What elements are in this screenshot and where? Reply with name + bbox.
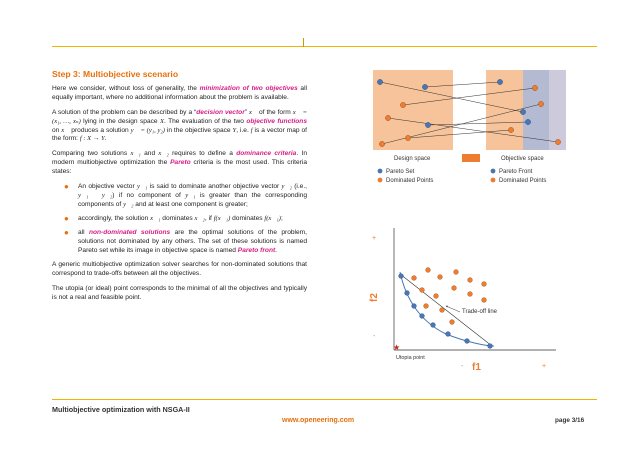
math: x⃗ = (x₁, …, xₙ): [52, 108, 308, 125]
footer-title: Multiobjective optimization with NSGA-II: [52, 405, 190, 414]
highlight: non-dominated solutions: [88, 228, 171, 236]
text: Comparing two solutions: [52, 150, 131, 158]
text: (i.e.,: [291, 183, 308, 191]
pareto-front-point: [446, 332, 451, 337]
math: x⃗₂: [194, 214, 205, 222]
math: x⃗: [61, 126, 70, 134]
pareto-set-point: [422, 84, 427, 89]
text: requires to define a: [168, 150, 237, 158]
text: ”: [244, 108, 249, 116]
dominated-point: [468, 278, 473, 283]
text: and: [140, 150, 159, 158]
legend-pareto-set-icon: [378, 169, 383, 174]
text-column: [52, 58, 307, 309]
dominated-point: [450, 320, 455, 325]
utopia-star-icon: ★: [393, 343, 401, 352]
dominated-point: [468, 292, 473, 297]
pareto-front-point: [520, 109, 525, 114]
dominated-point: [508, 127, 513, 132]
paragraph-dominance: [52, 150, 307, 177]
pareto-front-point: [488, 344, 493, 349]
dominated-point: [405, 135, 410, 140]
math: f: [250, 126, 253, 134]
pareto-front-point: [431, 323, 436, 328]
math: f(x⃗₁): [213, 214, 231, 222]
text: Here we consider, without loss of generality, the: [52, 84, 200, 92]
math: x⃗: [248, 108, 258, 116]
pareto-front-point: [525, 119, 530, 124]
trade-off-pointer: [446, 306, 460, 312]
math: y⃗₂: [123, 200, 134, 208]
paragraph-decision-vector: [52, 109, 307, 145]
legend-pareto-set: Pareto Set: [386, 169, 415, 175]
legend-pareto-front: Pareto Front: [499, 169, 533, 175]
pareto-front-point: [405, 291, 410, 296]
trade-off-label: Trade-off line: [462, 309, 498, 315]
text: ) if no component of: [112, 191, 186, 199]
legend-dominated-points: Dominated Points: [499, 178, 547, 184]
pareto-front-point: [465, 339, 470, 344]
dominated-point: [434, 294, 439, 299]
dominated-point: [426, 268, 431, 273]
dominated-point: [420, 288, 425, 293]
text: and at least one component is greater;: [133, 200, 248, 208]
text: produces a solution: [69, 126, 131, 134]
dominated-point: [385, 115, 390, 120]
text: .: [275, 246, 278, 254]
utopia-label: Utopia point: [396, 355, 425, 361]
math: f(x⃗₁): [264, 214, 281, 222]
dominated-point: [538, 101, 543, 106]
paragraph-intro: [52, 85, 307, 103]
text: .: [104, 135, 107, 143]
arrow-icon: [462, 154, 480, 162]
math: X: [159, 117, 164, 125]
text: . In modern multiobjective optimization the: [52, 150, 307, 167]
footer-rule: [52, 399, 597, 400]
math: y⃗ = (y₁, y₂): [130, 126, 165, 134]
text: all: [78, 228, 89, 236]
y-axis-label: f2: [369, 293, 380, 302]
legend-dominated-icon: [491, 178, 496, 183]
text: , if: [204, 214, 214, 222]
text: A solution of the problem can be described by a “: [52, 108, 197, 116]
text: . The evaluation of the two: [164, 117, 247, 125]
math: y⃗₂: [281, 183, 292, 191]
dominated-point: [400, 102, 405, 107]
dominated-point: [379, 141, 384, 146]
text: An objective vector: [78, 183, 137, 191]
mapping-figure: [368, 60, 568, 210]
dominated-point: [440, 308, 445, 313]
text: of the form: [257, 108, 293, 116]
text: are the optimal solutions of the problem, solutions not dominated by any others. The set of these solutions is named Pareto set while its image in objective space is named: [78, 228, 307, 254]
design-space-label: Design space: [394, 156, 431, 162]
text: in the objective space: [164, 126, 233, 134]
text: criteria is the most used. This criteria states:: [52, 159, 308, 176]
pareto-front-point: [420, 314, 425, 319]
math: y⃗₁: [136, 183, 148, 191]
x-minus-sign: -: [461, 363, 464, 370]
highlight: Pareto: [170, 159, 191, 167]
header-tick: [303, 38, 304, 47]
pareto-front-figure: [366, 210, 566, 380]
dominated-point: [454, 270, 459, 275]
dominated-point: [412, 276, 417, 281]
math: x⃗₁: [150, 214, 161, 222]
text: ;: [280, 214, 283, 222]
footer-link[interactable]: www.openeering.com: [282, 417, 355, 424]
text: accordingly, the solution: [78, 214, 151, 222]
text: all equally important, where no additional information about the problem is available.: [52, 84, 307, 101]
dominated-point: [452, 286, 457, 291]
criteria-list: [52, 183, 307, 255]
dominated-point: [555, 139, 560, 144]
x-axis-label: f1: [472, 362, 481, 373]
highlight: objective functions: [246, 117, 307, 125]
y-plus-sign: +: [372, 235, 377, 242]
text: dominates: [230, 214, 265, 222]
legend-pareto-front-icon: [491, 169, 496, 174]
math: Y: [232, 126, 237, 134]
design-space-panel: [373, 70, 453, 150]
paragraph-utopia: The utopia (or ideal) point corresponds to the minimal of all the objectives and typically is not a real and feasible point.: [52, 285, 307, 302]
dominated-point: [482, 282, 487, 287]
bullet-icon: ●: [64, 227, 69, 237]
highlight: minimization of two objectives: [199, 84, 298, 92]
bullet-icon: ●: [64, 182, 69, 192]
page-number: page 3/16: [555, 417, 585, 424]
math: x⃗₂: [158, 150, 169, 158]
highlight: Pareto front: [237, 246, 276, 254]
pareto-front-point: [412, 304, 417, 309]
legend-dominated-points: Dominated Points: [386, 178, 434, 184]
section-heading: Step 3: Multiobjective scenario: [52, 69, 179, 79]
highlight: decision vector: [196, 108, 245, 116]
dominated-point: [532, 85, 537, 90]
y-minus-sign: -: [373, 333, 376, 340]
objective-front-band: [549, 70, 566, 150]
text: , i.e.: [236, 126, 251, 134]
list-item: [64, 227, 307, 256]
math: x⃗₁: [130, 150, 141, 158]
x-plus-sign: +: [542, 363, 547, 370]
text: dominates: [160, 214, 195, 222]
math: f : X → Y: [79, 135, 105, 143]
math: y⃗₁: [185, 191, 196, 199]
math: y⃗₁ ≺ y⃗₂: [78, 191, 113, 199]
pareto-front-point: [399, 274, 404, 279]
dominated-point: [424, 304, 429, 309]
dominated-point: [438, 275, 443, 280]
highlight: dominance criteria: [236, 150, 297, 158]
text: lying in the design space: [80, 117, 160, 125]
pareto-set-point: [425, 122, 430, 127]
pareto-front-point: [497, 79, 502, 84]
text: is said to dominate another objective vector: [147, 183, 282, 191]
list-item: [64, 182, 308, 210]
dominated-point: [482, 298, 487, 303]
pareto-set-point: [377, 79, 382, 84]
header-rule: [52, 46, 597, 47]
bullet-icon: ●: [64, 213, 69, 223]
text: is a vector map of the form:: [52, 126, 307, 143]
text: is greater than the corresponding components of: [78, 191, 307, 208]
paragraph-solver: A generic multiobjective optimization solver searches for non-dominated solutions that correspond to trade-offs between all the objectives.: [52, 261, 307, 278]
objective-space-label: Objective space: [501, 156, 544, 162]
legend-dominated-icon: [378, 178, 383, 183]
objective-front-band: [523, 70, 549, 150]
list-item: [64, 213, 307, 224]
text: on: [52, 126, 62, 134]
